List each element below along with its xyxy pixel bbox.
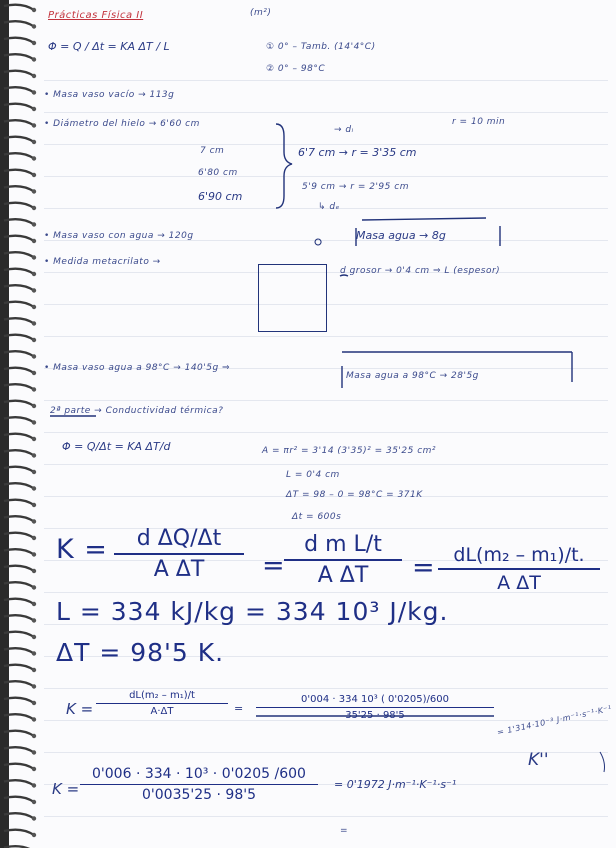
mass-glass-98: • Masa vaso agua a 98°C → 140'5g ⇒ — [44, 363, 231, 373]
k-label: K = — [56, 534, 108, 565]
diameter-3: 6'80 cm — [198, 168, 238, 178]
calc2-num: 0'006 · 334 · 10³ · 0'0205 /600 — [92, 766, 306, 782]
fraction-2-num: d m L/t — [304, 532, 382, 557]
time-calc: Δt = 600s — [292, 512, 342, 522]
calc1-den-values: 35'25 · 98'5 — [345, 710, 405, 721]
fraction-1-num: d ΔQ/Δt — [136, 526, 222, 551]
inner-diameter-label: → dᵢ — [334, 125, 354, 135]
calc1-num-values: 0'004 · 334 10³ ( 0'0205)/600 — [301, 694, 449, 705]
calc1-k: K = — [66, 700, 94, 718]
calc2-mark: K'' — [528, 750, 549, 770]
area-calc: A = πr² = 3'14 (3'35)² = 35'25 cm² — [262, 446, 437, 456]
part2-title: 2ª parte → Conductividad térmica? — [50, 406, 224, 416]
thickness-calc: L = 0'4 cm — [286, 470, 340, 480]
underline-outer — [362, 218, 486, 220]
flux-equation: Φ = Q / Δt = KA ΔT / L — [48, 40, 170, 53]
header-note: (m²) — [250, 8, 272, 18]
part2-flux: Φ = Q/Δt = KA ΔT/d — [62, 440, 171, 453]
diameter-2: 7 cm — [200, 146, 225, 156]
condition-2: ② 0° – 98°C — [266, 64, 326, 74]
squiggle-result — [600, 752, 605, 772]
calc1-equals: = — [234, 702, 244, 715]
outer-diameter-label: ↳ dₑ — [318, 202, 340, 212]
diameter-4: 6'90 cm — [198, 190, 243, 203]
water-mass-boxed: Masa agua → 8g — [356, 229, 446, 242]
temp-diff-calc: ΔT = 98 – 0 = 98°C = 371K — [286, 490, 423, 500]
calc1-den: A·ΔT — [150, 706, 174, 717]
calc1-num: dL(m₂ – m₁)/t — [129, 690, 195, 701]
fraction-1-den: A ΔT — [153, 557, 205, 582]
radius-note: r = 10 min — [452, 117, 506, 127]
calc2-result: = 0'1972 J·m⁻¹·K⁻¹·s⁻¹ — [334, 778, 457, 791]
mass-empty-glass: • Masa vaso vacío → 113g — [44, 90, 175, 100]
box-98-mass — [342, 352, 572, 388]
circle-water-mass — [315, 239, 321, 245]
ice-diameter-label: • Diámetro del hielo → 6'60 cm — [44, 119, 200, 129]
fraction-3-num: dL(m₂ – m₁)/t. — [453, 544, 585, 566]
calc2-k: K = — [52, 780, 80, 798]
calc1-result: = 1'314·10⁻³ J·m⁻¹·s⁻¹·K⁻¹ — [496, 703, 613, 738]
outer-diameter: 5'9 cm → r = 2'95 cm — [302, 182, 409, 192]
latent-heat-line: L = 334 kJ/kg = 334 10³ J/kg. — [56, 597, 449, 626]
methacrylate-label: • Medida metacrilato → — [44, 257, 161, 267]
trailing-equals: = — [340, 826, 349, 836]
equals-1: = — [262, 550, 286, 581]
equals-2: = — [412, 552, 436, 583]
curly-brace — [276, 124, 292, 208]
water-mass-98-boxed: Masa agua a 98°C → 28'5g — [346, 371, 479, 381]
average-diameter: 6'7 cm → r = 3'35 cm — [298, 146, 417, 159]
fraction-3-den: A ΔT — [497, 572, 541, 594]
page-title: Prácticas Física II — [48, 10, 144, 21]
thickness-note: d grosor → 0'4 cm ⇒ L (espesor) — [340, 266, 501, 276]
mass-glass-water: • Masa vaso con agua → 120g — [44, 231, 194, 241]
fraction-2-den: A ΔT — [317, 563, 369, 588]
thickness-underline — [340, 275, 348, 276]
calc2-den: 0'0035'25 · 98'5 — [142, 787, 256, 803]
delta-t-line: ΔT = 98'5 K. — [56, 638, 225, 667]
box-water-mass — [356, 226, 500, 246]
condition-1: ① 0° – Tamb. (14'4°C) — [266, 42, 376, 52]
